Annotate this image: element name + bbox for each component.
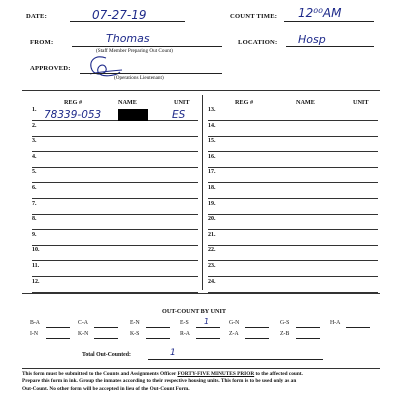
unit-label: G-S	[280, 320, 290, 326]
unit-label: Z-B	[280, 331, 290, 337]
row-line	[208, 229, 378, 230]
total-out-counted-value[interactable]: 1	[170, 348, 176, 358]
row-number: 9.	[32, 231, 37, 238]
approved-label: APPROVED:	[30, 65, 71, 72]
left-header-name: NAME	[118, 99, 137, 106]
row-number: 23.	[208, 263, 216, 269]
row-number: 6.	[32, 185, 37, 191]
row-number: 16.	[208, 153, 216, 160]
table-bottom-border	[22, 293, 380, 294]
row-number: 24.	[208, 278, 216, 285]
row-line	[32, 245, 198, 246]
row-number: 5.	[32, 169, 37, 176]
unit-label: K-S	[130, 331, 140, 337]
row-line	[32, 182, 198, 183]
row-number: 10.	[32, 247, 40, 254]
footer-line-2: Prepare this form in ink. Group the inmates according to their respective housing units. This form is to be used only as an	[22, 378, 297, 385]
from-value[interactable]: Thomas	[106, 32, 150, 45]
unit-label: E-S	[180, 320, 189, 326]
approved-line	[80, 73, 222, 74]
row-line	[208, 245, 378, 246]
row-number: 22.	[208, 247, 216, 254]
row-number: 2.	[32, 122, 37, 129]
date-value[interactable]: 07-27-19	[92, 8, 147, 22]
total-out-counted-label: Total Out-Counted:	[82, 352, 131, 358]
unit-label: C-A	[78, 320, 88, 326]
unit-label: R-A	[180, 331, 190, 337]
row-line	[208, 120, 378, 121]
unit-count-line	[296, 338, 320, 339]
row-line	[208, 260, 378, 261]
right-header-reg: REG #	[235, 99, 254, 106]
unit-count-line	[245, 338, 269, 339]
from-caption: (Staff Member Preparing Out Count)	[96, 48, 173, 54]
unit-label: B-A	[30, 320, 40, 326]
footer-line-1-emphasis: FORTY-FIVE MINUTES PRIOR	[177, 371, 255, 377]
footer-line-3: Out-Count. No other form will be accepted in lieu of the Out-Count Form.	[22, 385, 190, 392]
unit-count-line	[46, 338, 70, 339]
table-center-divider	[202, 95, 203, 290]
location-line	[286, 46, 374, 47]
row-line	[208, 151, 378, 152]
unit-count-line	[46, 327, 70, 328]
row-line	[208, 136, 378, 137]
row-number: 13.	[208, 107, 216, 113]
unit-count-line	[196, 338, 220, 339]
unit-label: K-N	[78, 331, 89, 337]
count-time-line	[284, 21, 374, 22]
footer-line-1-pre: This form must be submitted to the Counts and Assignments Officer	[22, 371, 178, 377]
unit-label: E-N	[130, 320, 140, 326]
row-line	[208, 167, 378, 168]
footer-note	[22, 371, 382, 393]
unit-count-line	[296, 327, 320, 328]
row-number: 18.	[208, 185, 216, 191]
row-line	[208, 182, 378, 183]
unit-label: I-N	[30, 331, 39, 337]
row-line	[32, 198, 198, 199]
unit-count-line	[245, 327, 269, 328]
redacted-name	[118, 109, 148, 121]
approved-caption: (Operations Lieutenant)	[114, 75, 164, 81]
unit-count-line	[94, 338, 118, 339]
row-line	[32, 151, 198, 152]
unit-count-line	[346, 327, 370, 328]
row-number: 21.	[208, 231, 216, 238]
row-line	[32, 229, 198, 230]
count-time-value[interactable]: 12⁰⁰AM	[298, 6, 342, 20]
table-top-border	[22, 90, 380, 91]
footer-top-border	[22, 368, 380, 369]
row-number: 19.	[208, 200, 216, 207]
count-time-label: COUNT TIME:	[230, 13, 278, 20]
from-label: FROM:	[30, 39, 54, 46]
left-header-reg: REG #	[64, 99, 83, 106]
location-label: LOCATION:	[238, 39, 278, 46]
row-line	[32, 260, 198, 261]
total-line	[148, 359, 323, 360]
footer-line-1	[22, 371, 382, 378]
row-number: 3.	[32, 138, 37, 145]
row-unit-value[interactable]: ES	[172, 109, 186, 121]
row-number: 14.	[208, 122, 216, 129]
row-line	[32, 276, 198, 277]
unit-label: H-A	[330, 320, 341, 326]
row-number: 4.	[32, 153, 37, 160]
from-line	[72, 46, 222, 47]
row-number: 8.	[32, 216, 37, 223]
unit-label: G-N	[229, 320, 240, 326]
row-line	[32, 136, 198, 137]
unit-count-value[interactable]: 1	[204, 317, 210, 326]
row-line	[208, 276, 378, 277]
unit-count-line	[146, 327, 170, 328]
unit-count-line	[94, 327, 118, 328]
date-label: DATE:	[26, 13, 48, 20]
row-number: 20.	[208, 216, 216, 223]
row-line	[208, 198, 378, 199]
row-number: 7.	[32, 200, 37, 207]
row-line	[32, 167, 198, 168]
row-line	[32, 214, 198, 215]
location-value[interactable]: Hosp	[298, 33, 326, 46]
unit-count-line	[196, 327, 220, 328]
row-number: 1.	[32, 107, 37, 113]
row-number: 11.	[32, 263, 40, 269]
row-number: 12.	[32, 278, 40, 285]
row-number: 17.	[208, 169, 216, 176]
unit-label: Z-A	[229, 331, 239, 337]
unit-count-line	[146, 338, 170, 339]
right-header-unit: UNIT	[353, 99, 369, 106]
right-header-name: NAME	[296, 99, 315, 106]
row-reg-value[interactable]: 78339-053	[44, 109, 102, 121]
out-count-title: OUT-COUNT BY UNIT	[162, 308, 227, 315]
footer-line-1-post: to the affected count.	[254, 371, 303, 377]
row-line	[208, 214, 378, 215]
left-header-unit: UNIT	[174, 99, 190, 106]
row-number: 15.	[208, 138, 216, 145]
